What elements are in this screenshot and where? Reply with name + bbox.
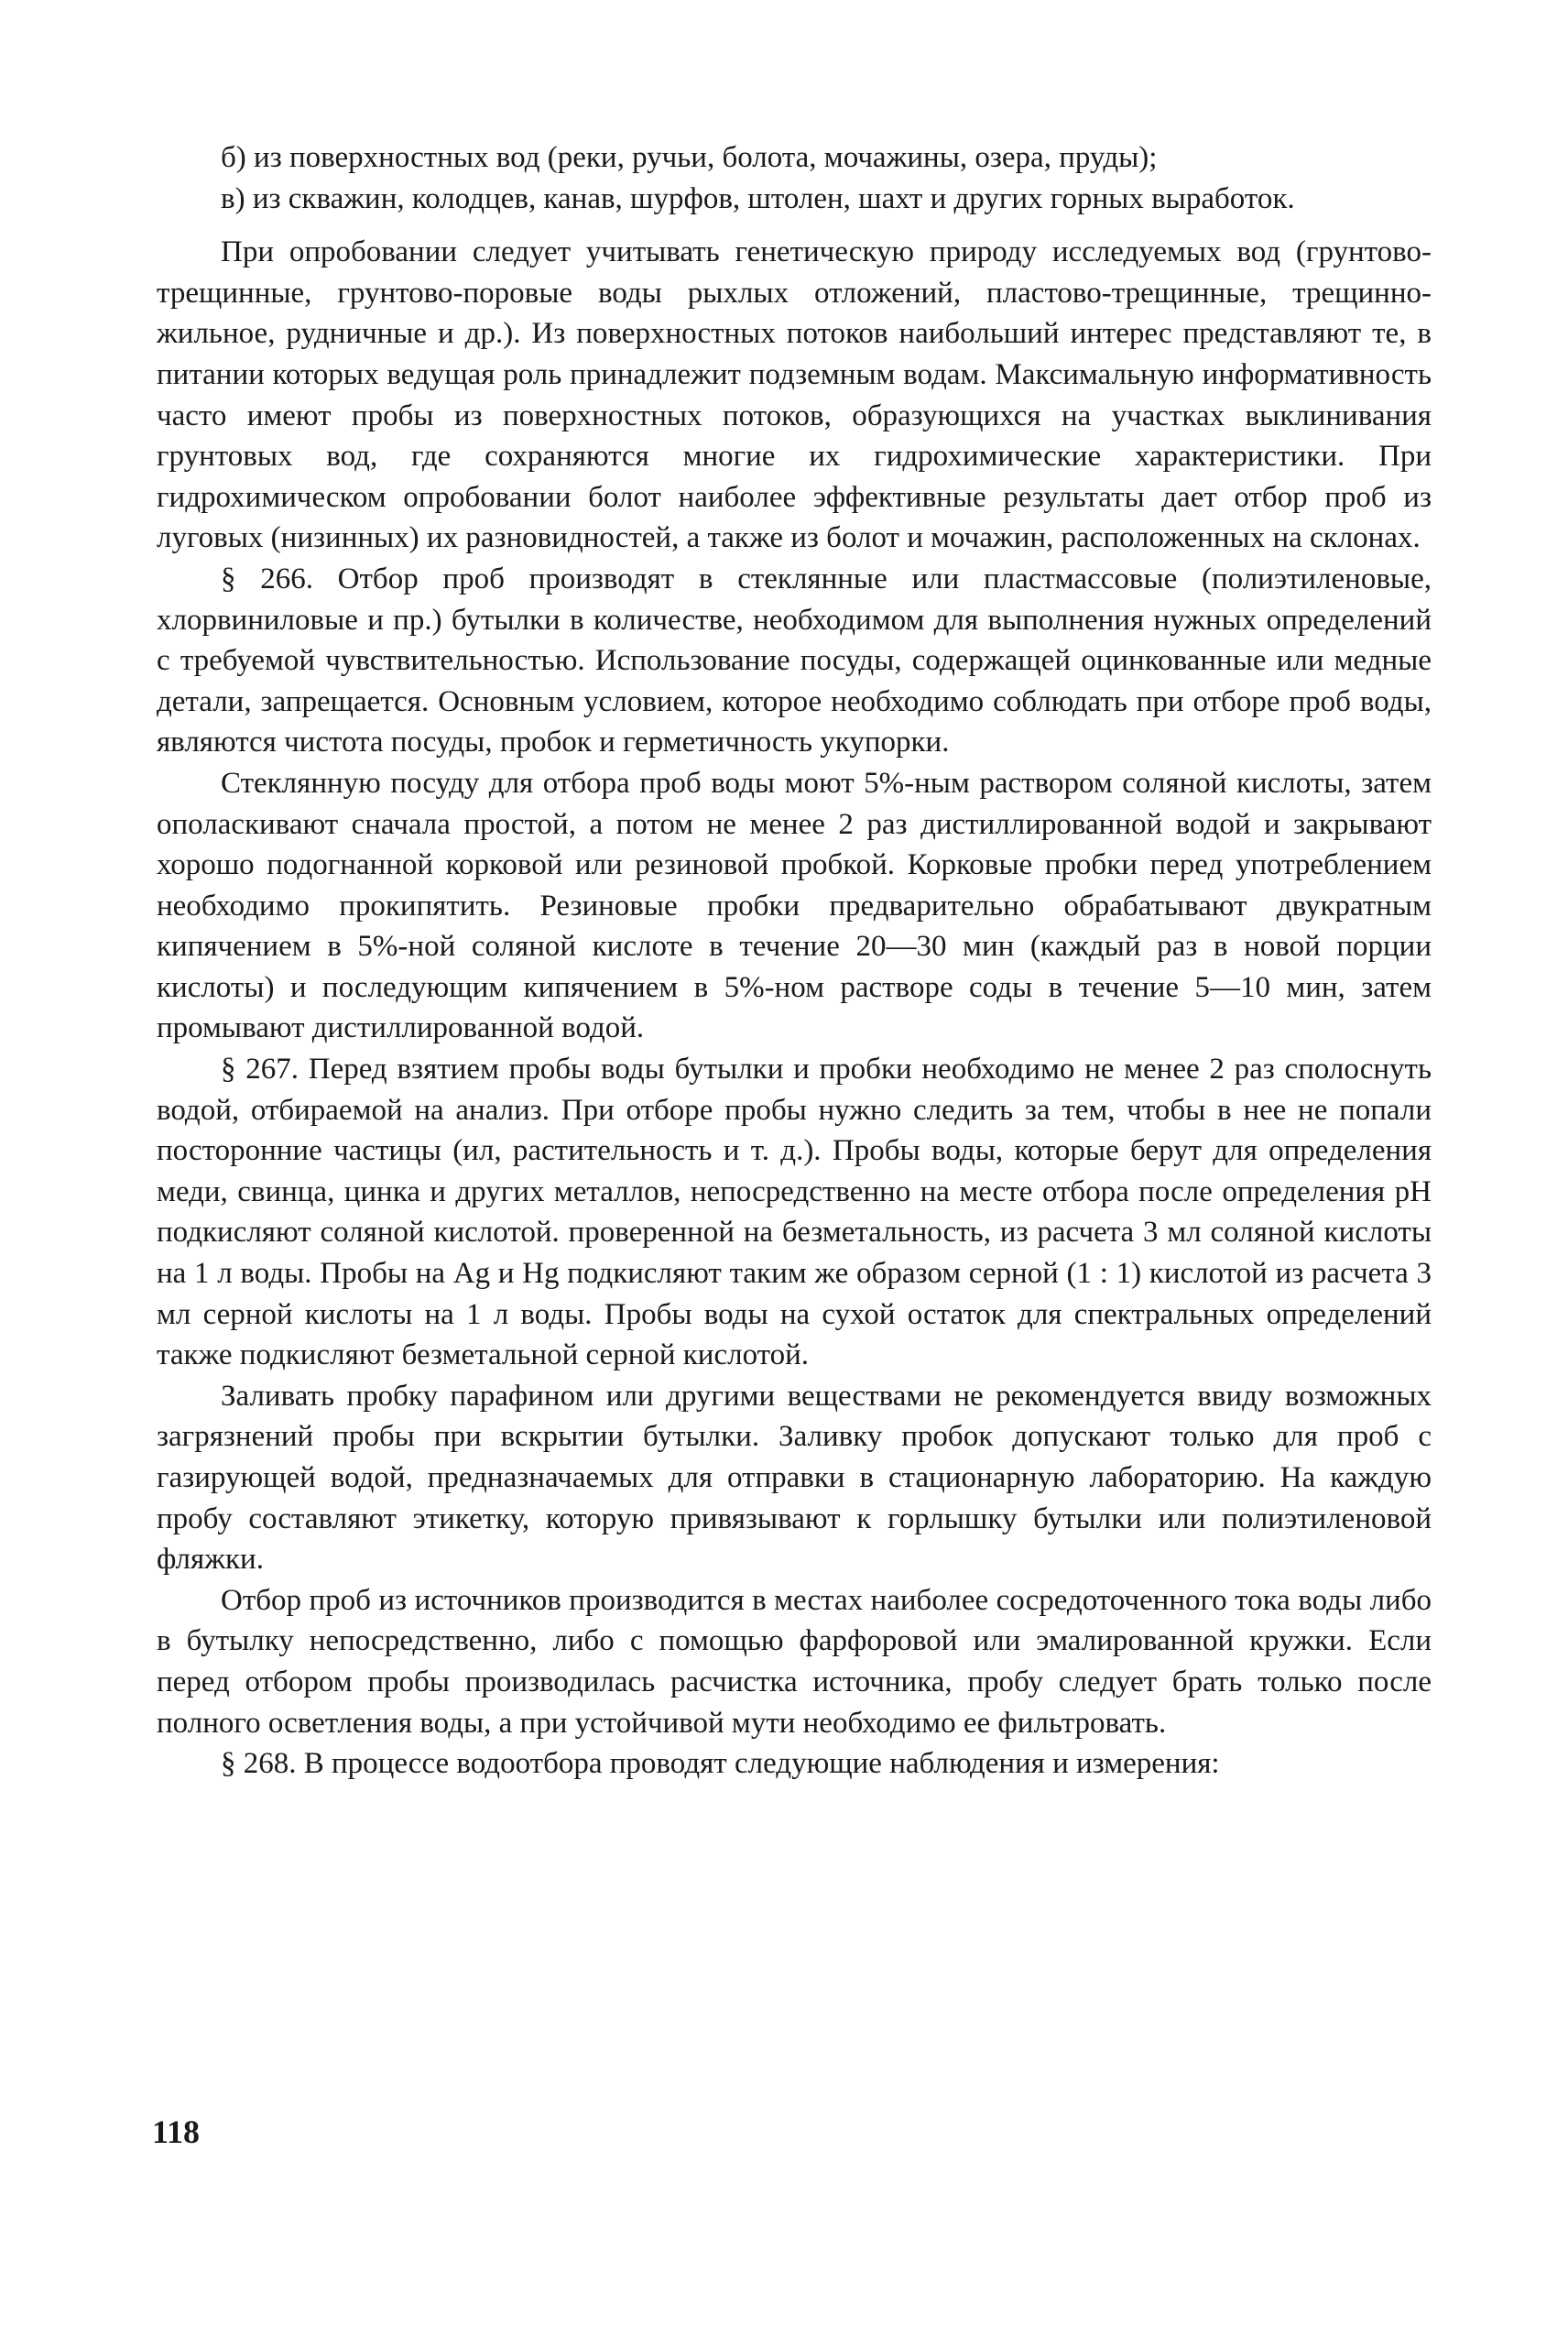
paragraph-genetic-nature: При опробовании следует учитывать генетическую природу исследуемых вод (грунтово-трещинные, грунтово-поровые воды рыхлых отложений, пластово-трещинные, трещинно-жильное, рудничные и др.). Из поверхностных потоков наибольший интерес представляют те, в питании которых ведущая роль принадлежит подземным водам. Максимальную информативность часто имеют пробы из поверхностных потоков, образующихся на участках выклинивания грунтовых вод, где сохраняются многие их гидрохимические характеристики. При гидрохимическом опробовании болот наиболее эффективные результаты дает отбор проб из луговых (низинных) их разновидностей, а также из болот и мочажин, расположенных на склонах. [157, 235, 1432, 555]
list-item-b: б) из поверхностных вод (реки, ручьи, болота, мочажины, озера, пруды); [221, 141, 1158, 174]
paragraph-section-267: § 267. Перед взятием пробы воды бутылки и пробки необходимо не менее 2 раз сполоснуть водой, отбираемой на анализ. При отборе пробы нужно следить за тем, чтобы в нее не попали посторонние частицы (ил, растительность и т. д.). Пробы воды, которые берут для определения меди, свинца, цинка и других металлов, непосредственно на месте отбора после определения pH подкисляют соляной кислотой. проверенной на безметальность, из расчета 3 мл соляной кислоты на 1 л воды. Пробы на Ag и Hg подкисляют таким же образом серной (1 : 1) кислотой из расчета 3 мл серной кислоты на 1 л воды. Пробы воды на сухой остаток для спектральных определений также подкисляют безметальной серной кислотой. [157, 1053, 1432, 1372]
list-item-v: в) из скважин, колодцев, канав, шурфов, штолен, шахт и других горных выработок. [221, 181, 1295, 215]
paragraph-section-268: § 268. В процессе водоотбора проводят следующие наблюдения и измерения: [221, 1747, 1220, 1781]
page-number: 118 [152, 2113, 201, 2150]
paragraph-section-266: § 266. Отбор проб производят в стеклянные или пластмассовые (полиэтиленовые, хлорвиниловые и пр.) бутылки в количестве, необходимом для выполнения нужных определений с требуемой чувствительностью. Использование посуды, содержащей оцинкованные или медные детали, запрещается. Основным условием, которое необходимо соблюдать при отборе проб воды, являются чистота посуды, пробок и герметичность укупорки. [157, 562, 1432, 759]
paragraph-springs-sampling: Отбор проб из источников производится в местах наиболее сосредоточенного тока воды либо в бутылку непосредственно, либо с помощью фарфоровой или эмалированной кружки. Если перед отбором пробы производилась расчистка источника, пробу следует брать только после полного осветления воды, а при устойчивой мути необходимо ее фильтровать. [157, 1583, 1432, 1740]
page-body [157, 137, 1432, 1785]
paragraph-glassware-washing: Стеклянную посуду для отбора проб воды моют 5%-ным раствором соляной кислоты, затем ополаскивают сначала простой, а потом не менее 2 раз дистиллированной водой и закрывают хорошо подогнанной корковой или резиновой пробкой. Корковые пробки перед употреблением необходимо прокипятить. Резиновые пробки предварительно обрабатывают двукратным кипячением в 5%-ной соляной кислоте в течение 20—30 мин (каждый раз в новой порции кислоты) и последующим кипячением в 5%-ном растворе соды в течение 5—10 мин, затем промывают дистиллированной водой. [157, 766, 1432, 1045]
paragraph-sealing: Заливать пробку парафином или другими веществами не рекомендуется ввиду возможных загрязнений пробы при вскрытии бутылки. Заливку пробок допускают только для проб с газирующей водой, предназначаемых для отправки в стационарную лабораторию. На каждую пробу составляют этикетку, которую привязывают к горлышку бутылки или полиэтиленовой фляжки. [157, 1379, 1432, 1577]
